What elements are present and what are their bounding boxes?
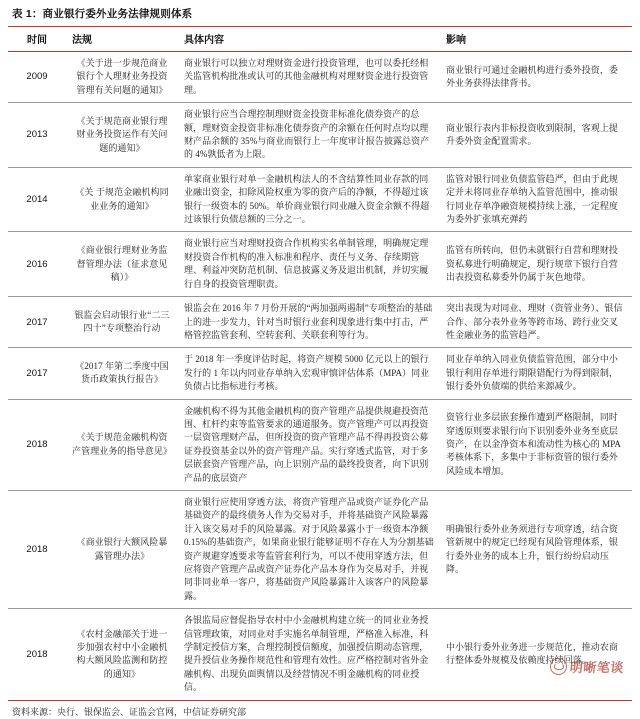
cell-content: 金融机构不得为其他金融机构的资产管理产品提供规避投资范围、杠杆约束等监管要求的通道服务。资产管理产可以再投资一层资管理财产品，但所投资的资产管理产品不得再投资公募证券投资基金以外的资产管理产品。实行穿透式监管，对于多层嵌套资产管理产品，向上识别产品的最终投资者，向下识别产品的底层资产	[178, 399, 440, 490]
cell-law: 《商业银行理财业务监督管理办法（征求意见稿）》	[66, 232, 178, 297]
table-row	[8, 232, 632, 297]
column-header-time: 时间	[8, 27, 66, 52]
cell-effect: 资管行业多层嵌套操作遭到严格限制，同时穿透原则要求银行向下识别委外业务至底层资产，在以金净资本和流动性为核心的 MPA 考核体系下，多集中于非标资管的银行委外风险成本增加。	[440, 399, 632, 490]
cell-content: 商业银行可以独立对理财资金进行投资管理，也可以委托经相关监管机构批准或认可的其他金融机构对理财资金进行投资管理。	[178, 52, 440, 103]
cell-time: 2009	[8, 52, 66, 103]
cell-time: 2018	[8, 490, 66, 608]
regulation-table	[8, 26, 632, 701]
cell-time: 2017	[8, 297, 66, 348]
cell-effect: 突出表现为对同业、理财（资管业务）、银信合作、部分表外业务等跨市场、跨行业交叉性金融业务的监管趋严。	[440, 297, 632, 348]
watermark-label: 明晰笔谈	[569, 660, 625, 675]
cell-time: 2014	[8, 167, 66, 232]
table-row	[8, 103, 632, 168]
cell-time: 2017	[8, 348, 66, 399]
cell-effect: 同业存单纳入同业负债监管范围，部分中小银行利用存单进行期限错配行为得到限制，银行委外负债端的供给来源减少。	[440, 348, 632, 399]
cell-content: 银监会在 2016 年 7 月份开展的“两加强两遏制”专项整治的基础上的进一步发力，针对当时银行业套利现象进行集中打击，严格管控监管套利、空转套利、关联套利等行为。	[178, 297, 440, 348]
table-header	[8, 27, 632, 52]
cell-time: 2018	[8, 399, 66, 490]
source-note: 资料来源：央行、银保监会、证监会官网，中信证券研究部	[12, 706, 247, 717]
cell-time: 2016	[8, 232, 66, 297]
column-header-content: 具体内容	[178, 27, 440, 52]
cell-effect: 商业银行可通过金融机构进行委外投资，委外业务获得法律背书。	[440, 52, 632, 103]
cell-time: 2013	[8, 103, 66, 168]
table-caption: 表 1：商业银行委外业务法律规则体系	[12, 8, 193, 20]
cell-law: 《关于进一步规范商业银行个人理财业务投资管理有关问题的通知》	[66, 52, 178, 103]
table-row	[8, 399, 632, 490]
cell-effect: 商业银行表内非标投资收到限制，客观上提升委外资金配置需求。	[440, 103, 632, 168]
cell-law: 《2017 年第二季度中国货币政策执行报告》	[66, 348, 178, 399]
cell-content: 商业银行应当合理控制理财资金投资非标准化债券资产的总额，理财资金投资非标准化债券资产的余额在任何时点均以理财产品余额的 35%与商业而银行上一年度审计报告披露总资产的 4%孰低者为上限。	[178, 103, 440, 168]
cell-content: 各银监局应督促指导农村中小金融机构建立统一的同业业务授信管理政策，对同业对手实施名单制管理，严格准入标准，科学制定授信方案，合理控制授信额度，加强授信期动态管理，提升授信业务操作规范性和管理有效性。应严格控制对省外金融机构、出现负面舆情以及经营情况不明金融机构的同业授信。	[178, 609, 440, 700]
table-row	[8, 52, 632, 103]
column-header-law: 法规	[66, 27, 178, 52]
cell-law: 《农村金融部关于进一步加强农村中小金融机构大额风险监测和防控的通知》	[66, 609, 178, 700]
cell-time: 2018	[8, 609, 66, 700]
cell-effect: 明确银行委外业务须进行专项穿透，结合资管新规中的规定已经现有风险管理体系，银行委外业务的成本上升，银行纷纷启动压降。	[440, 490, 632, 608]
cell-law: 《关 于规范金融机构同业业务的通知》	[66, 167, 178, 232]
table-body	[8, 52, 632, 701]
cell-content: 商业银行应当对理财投资合作机构实名单制管理，明确规定理财投资合作机构的准入标准和程序、责任与义务、存续期管理、利益冲突防范机制、信息披露义务及退出机制，并切实履行自身的投资管理职责。	[178, 232, 440, 297]
table-row	[8, 167, 632, 232]
cell-content: 单家商业银行对单一金融机构法人的不含结算性同业存款的同业融出资金，扣除风险权重为零的资产后的净额，不得超过该银行一级资本的 50%。单价商业银行同业融入资金余额不得超过该银行负债总额的三分之一。	[178, 167, 440, 232]
cell-effect: 监管对银行同业负债监管趋严，但由于此规定并未将同业存单纳入监管范围中，推动银行同业存单净融资规模持续上涨，一定程度为委外扩张填充弹药	[440, 167, 632, 232]
table-row	[8, 348, 632, 399]
table-header-row	[8, 27, 632, 52]
cell-law: 银监会启动银行业“二三四十”专项整治行动	[66, 297, 178, 348]
table-row	[8, 297, 632, 348]
cell-content: 于 2018 年一季度评估时起，将资产规模 5000 亿元以上的银行发行的 1 年以内同业存单纳入宏观审慎评估体系（MPA）同业负债占比指标进行考核。	[178, 348, 440, 399]
cell-effect: 中小银行委外业务进一步规范化，推动农商行整体委外规模及依赖度持续回落。	[440, 609, 632, 700]
cell-law: 《关于规范金融机构资产管理业务的指导意见》	[66, 399, 178, 490]
column-header-effect: 影响	[440, 27, 632, 52]
cell-effect: 监管有所转向，但仍未就银行自营和理财投资私募进行明确规定，现行规章下银行自营出表投资私募委外仍属于灰色地带。	[440, 232, 632, 297]
table-row	[8, 609, 632, 700]
cell-law: 《商业银行大额风险暴露管理办法》	[66, 490, 178, 608]
cell-content: 商业银行应使用穿透方法，将资产管理产品或资产证券化产品基础资产的最终债务人作为交易对手，并将基础资产风险暴露计入该交易对手的风险暴露。对于风险暴露小于一级资本净额 0.15%的基础资产，如果商业银行能够证明不存在人为分割基础资产规避穿透要求等监管套利行为，可以不使用穿透方法，但应将资产管理产品或资产证券化产品本身作为交易对手，并视同非同业单一客户，将基础资产风险暴露计入该客户的风险暴露。	[178, 490, 440, 608]
table-row	[8, 490, 632, 608]
cell-law: 《关于规范商业银行理财业务投资运作有关问题的通知》	[66, 103, 178, 168]
